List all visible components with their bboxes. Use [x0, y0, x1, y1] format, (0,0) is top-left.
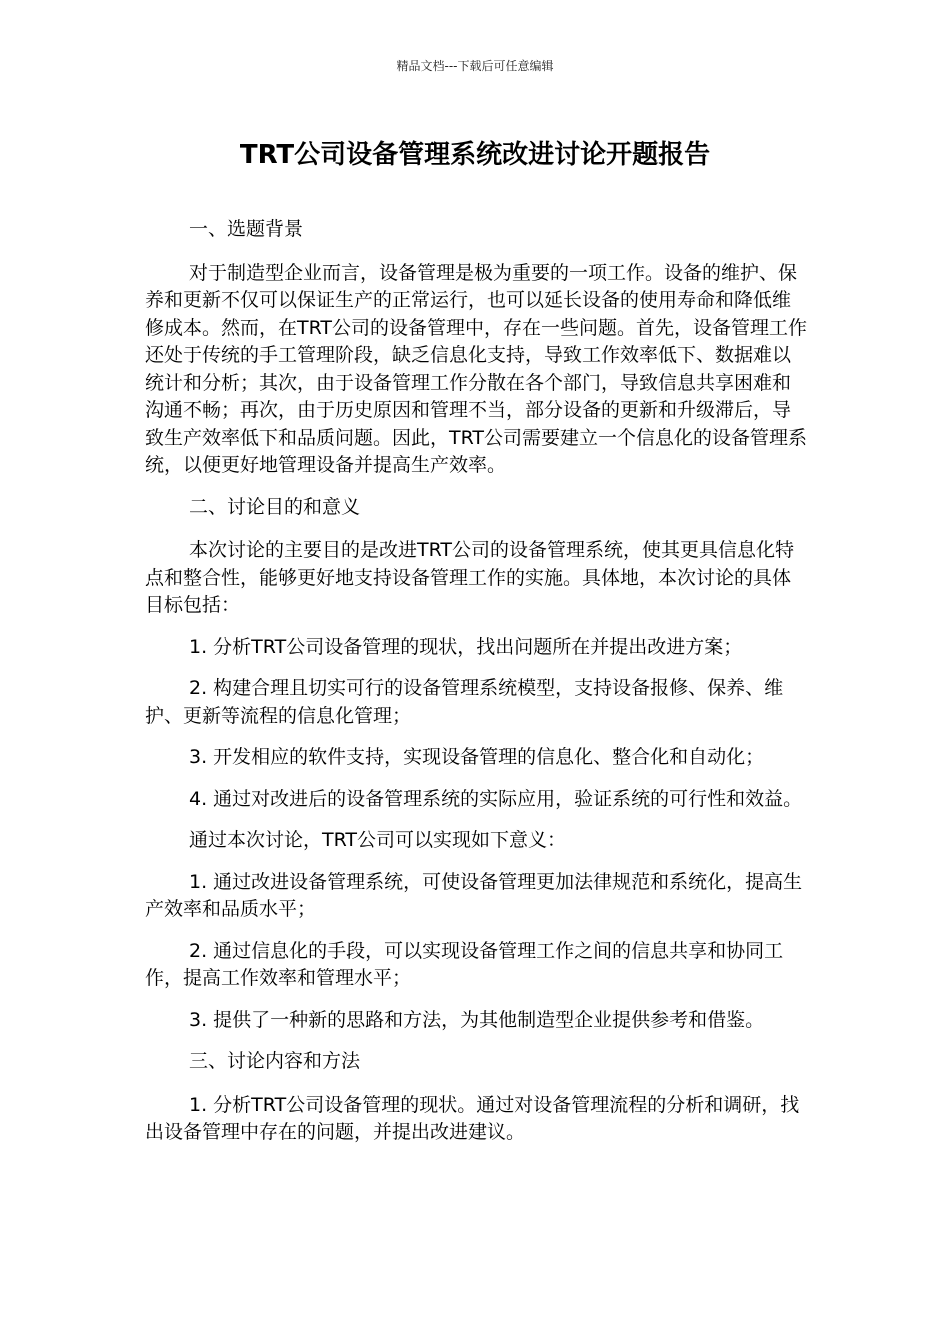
list-item-significance-3: 3. 提供了一种新的思路和方法，为其他制造型企业提供参考和借鉴。 — [189, 1008, 765, 1031]
document-body — [145, 216, 809, 1161]
list-item-goal-2: 2. 构建合理且切实可行的设备管理系统模型，支持设备报修、保养、维护、更新等流程的信息化管理； — [145, 677, 784, 727]
section-heading-purpose: 二、讨论目的和意义 — [189, 495, 361, 518]
header-note: 精品文档---下载后可任意编辑 — [396, 59, 554, 73]
paragraph-significance-intro: 通过本次讨论，TRT公司可以实现如下意义： — [189, 829, 567, 851]
paragraph-background: 对于制造型企业而言，设备管理是极为重要的一项工作。设备的维护、保养和更新不仅可以保证生产的正常运行，也可以延长设备的使用寿命和降低维修成本。然而，在TRT公司的设备管理中，存在一些问题。首先，设备管理工作还处于传统的手工管理阶段，缺乏信息化支持，导致工作效率低下、数据难以统计和分析；其次，由于设备管理工作分散在各个部门，导致信息共享困难和沟通不畅；再次，由于历史原因和管理不当，部分设备的更新和升级滞后，导致生产效率低下和品质问题。因此，TRT公司需要建立一个信息化的设备管理系统，以便更好地管理设备并提高生产效率。 — [145, 261, 808, 476]
section-heading-content-method: 三、讨论内容和方法 — [189, 1050, 361, 1072]
list-item-goal-3: 3. 开发相应的软件支持，实现设备管理的信息化、整合化和自动化； — [189, 746, 765, 768]
list-item-significance-1: 1. 通过改进设备管理系统，可使设备管理更加法律规范和系统化，提高生产效率和品质水平； — [145, 870, 803, 920]
section-heading-background: 一、选题背景 — [189, 218, 304, 240]
list-item-goal-4: 4. 通过对改进后的设备管理系统的实际应用，验证系统的可行性和效益。 — [189, 787, 803, 810]
list-item-goal-1: 1. 分析TRT公司设备管理的现状，找出问题所在并提出改进方案； — [189, 635, 743, 658]
list-item-significance-2: 2. 通过信息化的手段，可以实现设备管理工作之间的信息共享和协同工作，提高工作效率和管理水平； — [145, 939, 784, 989]
paragraph-purpose-intro: 本次讨论的主要目的是改进TRT公司的设备管理系统，使其更具信息化特点和整合性，能够更好地支持设备管理工作的实施。具体地，本次讨论的具体目标包括： — [145, 539, 795, 616]
document-title: TRT公司设备管理系统改进讨论开题报告 — [239, 140, 711, 170]
list-item-content-1: 1. 分析TRT公司设备管理的现状。通过对设备管理流程的分析和调研，找出设备管理中存在的问题，并提出改进建议。 — [145, 1093, 800, 1143]
